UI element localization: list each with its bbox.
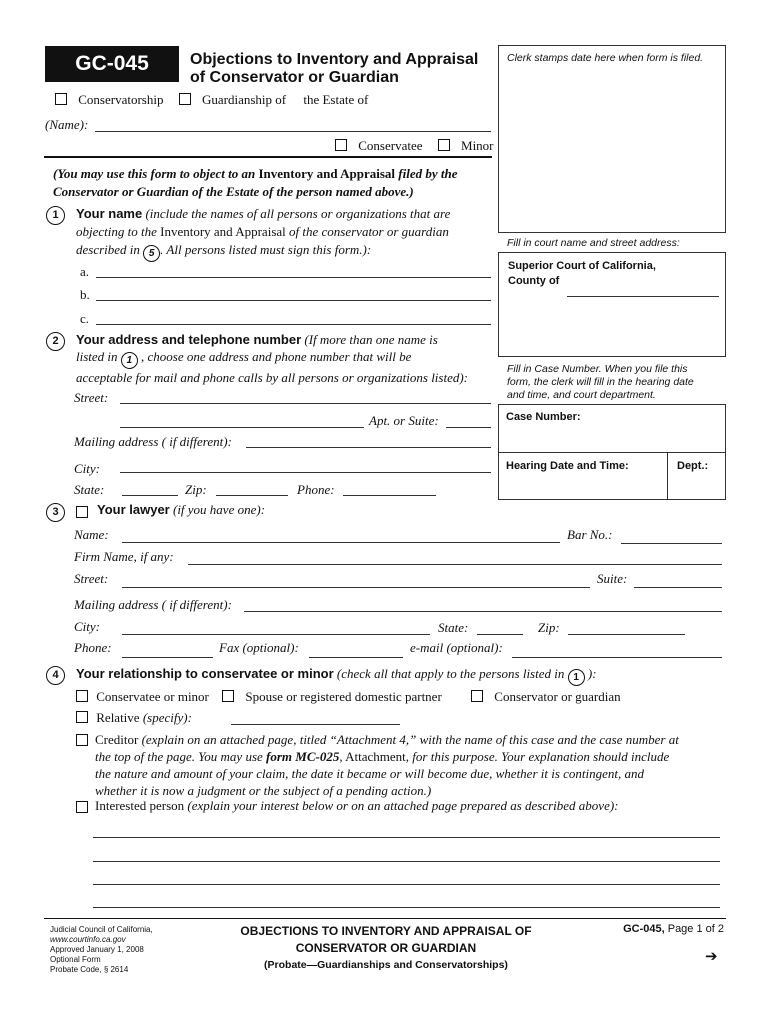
name-field[interactable]	[95, 131, 491, 132]
spouse-checkbox[interactable]	[222, 690, 234, 702]
section-3-number: 3	[46, 503, 65, 522]
lawyer-checkbox[interactable]	[76, 506, 88, 518]
clerk-stamp-box: Clerk stamps date here when form is filed.	[498, 45, 726, 233]
lawyer-street-field[interactable]	[122, 587, 590, 588]
mailing-field[interactable]	[246, 447, 491, 448]
section-1-number: 1	[46, 206, 65, 225]
relative-checkbox[interactable]	[76, 711, 88, 723]
fax-field[interactable]	[309, 657, 403, 658]
name-field-a[interactable]	[96, 277, 491, 278]
conservatorship-checkbox[interactable]	[55, 93, 67, 105]
section-3-title: Your lawyer (if you have one):	[97, 502, 266, 517]
street-field-2[interactable]	[120, 427, 364, 428]
zip-field[interactable]	[216, 495, 288, 496]
firm-field[interactable]	[188, 564, 722, 565]
interested-text: Interested person (explain your interest below or on an attached page prepared as described above):	[95, 798, 619, 813]
name-field-c[interactable]	[96, 324, 491, 325]
form-number-badge: GC-045	[45, 46, 179, 82]
court-box: Superior Court of California, County of	[498, 252, 726, 357]
section-2-number: 2	[46, 332, 65, 351]
case-type-row: Conservatorship Guardianship of the Estate of	[55, 92, 368, 108]
footer-left: Judicial Council of California, www.courtinfo.ca.gov Approved January 1, 2008 Optional Form Probate Code, § 2614	[50, 925, 153, 974]
guardianship-checkbox[interactable]	[179, 93, 191, 105]
section-4-title: Your relationship to conservatee or minor (check all that apply to the persons listed in 1 ):	[76, 666, 597, 686]
phone-field[interactable]	[343, 495, 436, 496]
lawyer-city-field[interactable]	[122, 634, 430, 635]
relationship-row: Conservatee or minor Spouse or registered domestic partner Conservator or guardian	[76, 689, 621, 705]
form-title: Objections to Inventory and Appraisal of Conservator or Guardian	[190, 51, 479, 86]
relative-field[interactable]	[231, 724, 400, 725]
name-field-b[interactable]	[96, 300, 491, 301]
creditor-checkbox[interactable]	[76, 734, 88, 746]
explanation-line-3[interactable]	[93, 884, 720, 885]
conservatee-minor-row: Conservatee Minor	[335, 138, 494, 154]
state-field[interactable]	[122, 495, 178, 496]
explanation-line-2[interactable]	[93, 861, 720, 862]
county-field[interactable]	[567, 296, 719, 297]
lawyer-phone-field[interactable]	[122, 657, 213, 658]
section-1-text: Your name (include the names of all persons or organizations that are objecting to the Inventory and Appraisal of the conservator or guardian described in 5 . All persons listed must sign this form.):	[76, 205, 450, 262]
lawyer-state-field[interactable]	[477, 634, 523, 635]
conservator-guardian-checkbox[interactable]	[471, 690, 483, 702]
case-hint: Fill in Case Number. When you file this form, the clerk will fill in the hearing date and time, and court department.	[507, 363, 694, 401]
suite-field[interactable]	[634, 587, 722, 588]
city-field[interactable]	[120, 472, 491, 473]
minor-checkbox[interactable]	[438, 139, 450, 151]
header-divider	[44, 156, 492, 158]
footer-page: GC-045, Page 1 of 2	[623, 923, 724, 935]
email-field[interactable]	[512, 657, 722, 658]
footer-title: OBJECTIONS TO INVENTORY AND APPRAISAL OF CONSERVATOR OR GUARDIAN (Probate—Guardianships and Conservatorships)	[240, 924, 532, 971]
section-2-text: Your address and telephone number (If more than one name is listed in 1 , choose one address and phone number that will be acceptable for mail and phone calls by all persons or organizations listed):	[76, 332, 469, 385]
intro-text: (You may use this form to object to an Inventory and Appraisal filed by the Conservator or Guardian of the Estate of the person named above.)	[53, 166, 458, 199]
lawyer-mailing-field[interactable]	[244, 611, 722, 612]
relative-row: Relative (specify):	[76, 710, 192, 726]
footer-divider	[44, 918, 726, 919]
conservatee-checkbox[interactable]	[335, 139, 347, 151]
explanation-line-1[interactable]	[93, 837, 720, 838]
next-page-arrow-icon[interactable]: ➔	[705, 947, 718, 965]
lawyer-name-field[interactable]	[122, 542, 560, 543]
court-hint: Fill in court name and street address:	[507, 237, 680, 249]
apt-field[interactable]	[446, 427, 491, 428]
creditor-text: Creditor (explain on an attached page, titled “Attachment 4,” with the name of this case and the case number at the top of the page. You may use form MC-025, Attachment, for this purpose. Your explanation should include the nature and amount of your claim, the date it became or will become due, whether it is contingent, and whether it is now a judgment or the subject of a pending action.)	[95, 732, 679, 798]
bar-number-field[interactable]	[621, 543, 722, 544]
case-number-box: Case Number: Hearing Date and Time: Dept.:	[498, 404, 726, 500]
name-label: (Name):	[45, 117, 89, 132]
interested-person-checkbox[interactable]	[76, 801, 88, 813]
conservatee-or-minor-checkbox[interactable]	[76, 690, 88, 702]
explanation-line-4[interactable]	[93, 907, 720, 908]
section-4-number: 4	[46, 666, 65, 685]
lawyer-zip-field[interactable]	[568, 634, 685, 635]
street-field[interactable]	[120, 403, 491, 404]
